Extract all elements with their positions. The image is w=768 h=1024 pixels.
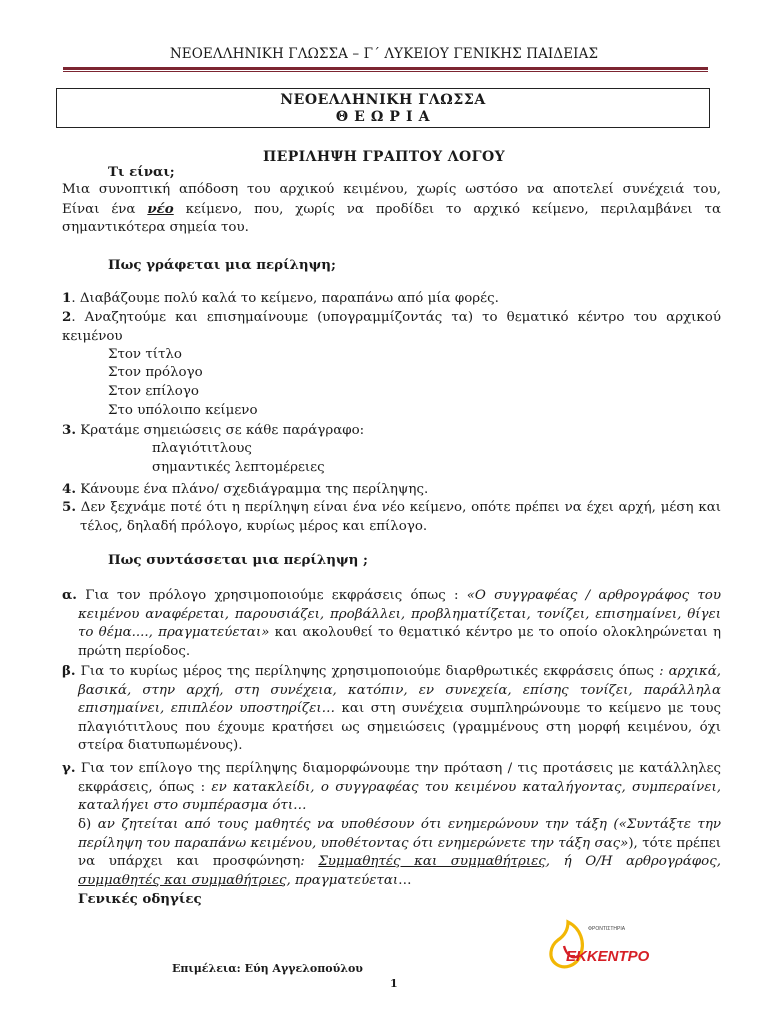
point-b [62,662,721,756]
what-line-3: σημαντικότερα σημεία του. [62,220,249,236]
point-italic: , πραγματεύεται [286,872,399,888]
logo-brand-text: ΕΚΚΕΝΤΡΟ [566,948,650,965]
step-number: 1 [62,290,72,306]
how-composed-heading: Πως συντάσσεται μια περίληψη ; [108,552,368,568]
what-text: κείμενο, που, χωρίς να προδίδει το αρχικό κείμενο, περιλαμβάνει τα [173,201,722,217]
page-number: 1 [390,977,398,990]
place-item: Στον επίλογο [108,384,199,399]
point-text: και στη συνέχεια συμπληρώνουμε το κείμενο με τους πλαγιότιτλους που έχουμε κρατήσει ως σημειώσεις (γραμμένους στη μορφή κειμένου, όχι στείρα διατυπωμένους). [78,701,721,754]
point-d [78,816,721,890]
point-label: γ. [62,760,76,776]
running-header: ΝΕΟΕΛΛΗΝΙΚΗ ΓΛΩΣΣΑ – Γ΄ ΛΥΚΕΙΟΥ ΓΕΝΙΚΗΣ ΠΑΙΔΕΙΑΣ [169,46,599,62]
step-number: 4. [62,481,76,497]
step-3 [62,421,364,441]
step-5 [62,498,721,536]
what-heading: Τι είναι; [108,164,175,180]
point-text: ), τότε πρέπει να υπάρχει και προσφώνηση [78,835,721,870]
section-title: ΠΕΡΙΛΗΨΗ ΓΡΑΠΤΟΥ ΛΟΓΟΥ [263,149,505,165]
point-text: δ) [78,817,98,832]
point-text: Για τον πρόλογο χρησιμοποιούμε εκφράσεις όπως : [76,588,467,603]
what-text: Είναι ένα [62,201,148,217]
note-item: σημαντικές λεπτομέρειες [152,460,325,475]
what-line-1: Μια συνοπτική απόδοση του αρχικού κειμένου, χωρίς ωστόσο να αποτελεί συνέχειά του, [62,182,721,197]
point-a [62,586,721,661]
point-italic: : [300,854,319,870]
title-line-2: Θ Ε Ω Ρ Ι Α [335,109,431,125]
point-label: α. [62,587,77,603]
point-text: Για τον επίλογο της περίληψης διαμορφώνουμε την πρόταση / τις προτάσεις με κατάλληλες εκφράσεις, όπως : [75,761,721,795]
point-text: Για το κυρίως μέρος της περίληψης χρησιμοποιούμε διαρθρωτικές εκφράσεις όπως [75,664,660,679]
how-written-heading: Πως γράφεται μια περίληψη; [108,257,336,273]
point-c [62,759,721,816]
point-text: και ακολουθεί το θεματικό κέντρο με το οποίο ολοκληρώνεται η πρώτη περίοδος. [78,625,721,659]
footer-credit: Επιμέλεια: Εύη Αγγελοπούλου [172,962,363,975]
step-number: 2 [62,309,72,325]
place-item: Στο υπόλοιπο κείμενο [108,403,258,418]
general-heading: Γενικές οδηγίες [78,891,202,907]
place-item: Στον πρόλογο [108,365,203,380]
header-rule-thin [63,71,708,72]
what-paragraph [62,181,721,238]
point-underline: συμμαθητές και συμμαθήτριες [78,872,287,888]
note-item: πλαγιότιτλους [152,441,252,456]
point-italic: αν ζητείται από τους μαθητές να υποθέσουν ότι ενημερώνουν την τάξη ( [97,817,619,832]
logo-top-text: ΦΡΟΝΤΙΣΤΗΡΙΑ [588,926,626,932]
point-italic: : αρχικά, βασικά, στην αρχή, στη συνέχεια, κατόπιν, εν συνεχεία, επίσης τονίζει, παράλληλα επισημαίνει, επιπλέον υποστηρίζει… [78,664,721,717]
step-4 [62,480,428,500]
point-italic: εν κατακλείδι, ο συγγραφέας του κειμένου καταλήγοντας, συμπεραίνει, καταλήγει στο συμπέρασμα ότι… [78,779,721,814]
step-text: . Διαβάζουμε πολύ καλά το κείμενο, παραπάνω από μία φορές. [71,291,499,306]
step-number: 5. [62,499,76,515]
point-italic: «Συντάξτε την περίληψη του παραπάνω κειμένου, υποθέτοντας ότι ενημερώνετε την τάξη σας» [78,817,721,851]
point-italic: , ή Ο/Η αρθρογράφος, [545,854,721,870]
title-line-1: ΝΕΟΕΛΛΗΝΙΚΗ ΓΛΩΣΣΑ [280,92,486,108]
step-text: Κάνουμε ένα πλάνο/ σχεδιάγραμμα της περίληψης. [75,482,429,497]
step-2 [62,308,721,346]
point-text: … [398,872,412,888]
logo-mark-icon [546,916,656,976]
point-label: β. [62,663,76,679]
brand-logo [546,916,656,976]
place-item: Στον τίτλο [108,347,182,362]
step-text: Δεν ξεχνάμε ποτέ ότι η περίληψη είναι ένα νέο κείμενο, οπότε πρέπει να έχει αρχή, μέση και τέλος, δηλαδή πρόλογο, κυρίως μέρος και επίλογο. [75,500,721,534]
point-italic: «Ο συγγραφέας / αρθρογράφος του κειμένου αναφέρεται, παρουσιάζει, προβάλλει, προβληματίζεται, τονίζει, επισημαίνει, θίγει το θέμα...., πραγματεύεται» [78,588,721,641]
title-box [56,88,710,128]
step-text: . Αναζητούμε και επισημαίνουμε (υπογραμμίζοντάς τα) το θεματικό κέντρο του αρχικού κειμένου [62,310,721,344]
step-text: Κρατάμε σημειώσεις σε κάθε παράγραφο: [75,423,365,438]
point-underline: Συμμαθητές και συμμαθήτριες [318,854,546,870]
header-rule [63,67,708,70]
step-1 [62,289,721,309]
step-number: 3. [62,422,76,438]
what-emphasis: νέο [147,200,174,217]
what-line-2 [62,200,721,220]
